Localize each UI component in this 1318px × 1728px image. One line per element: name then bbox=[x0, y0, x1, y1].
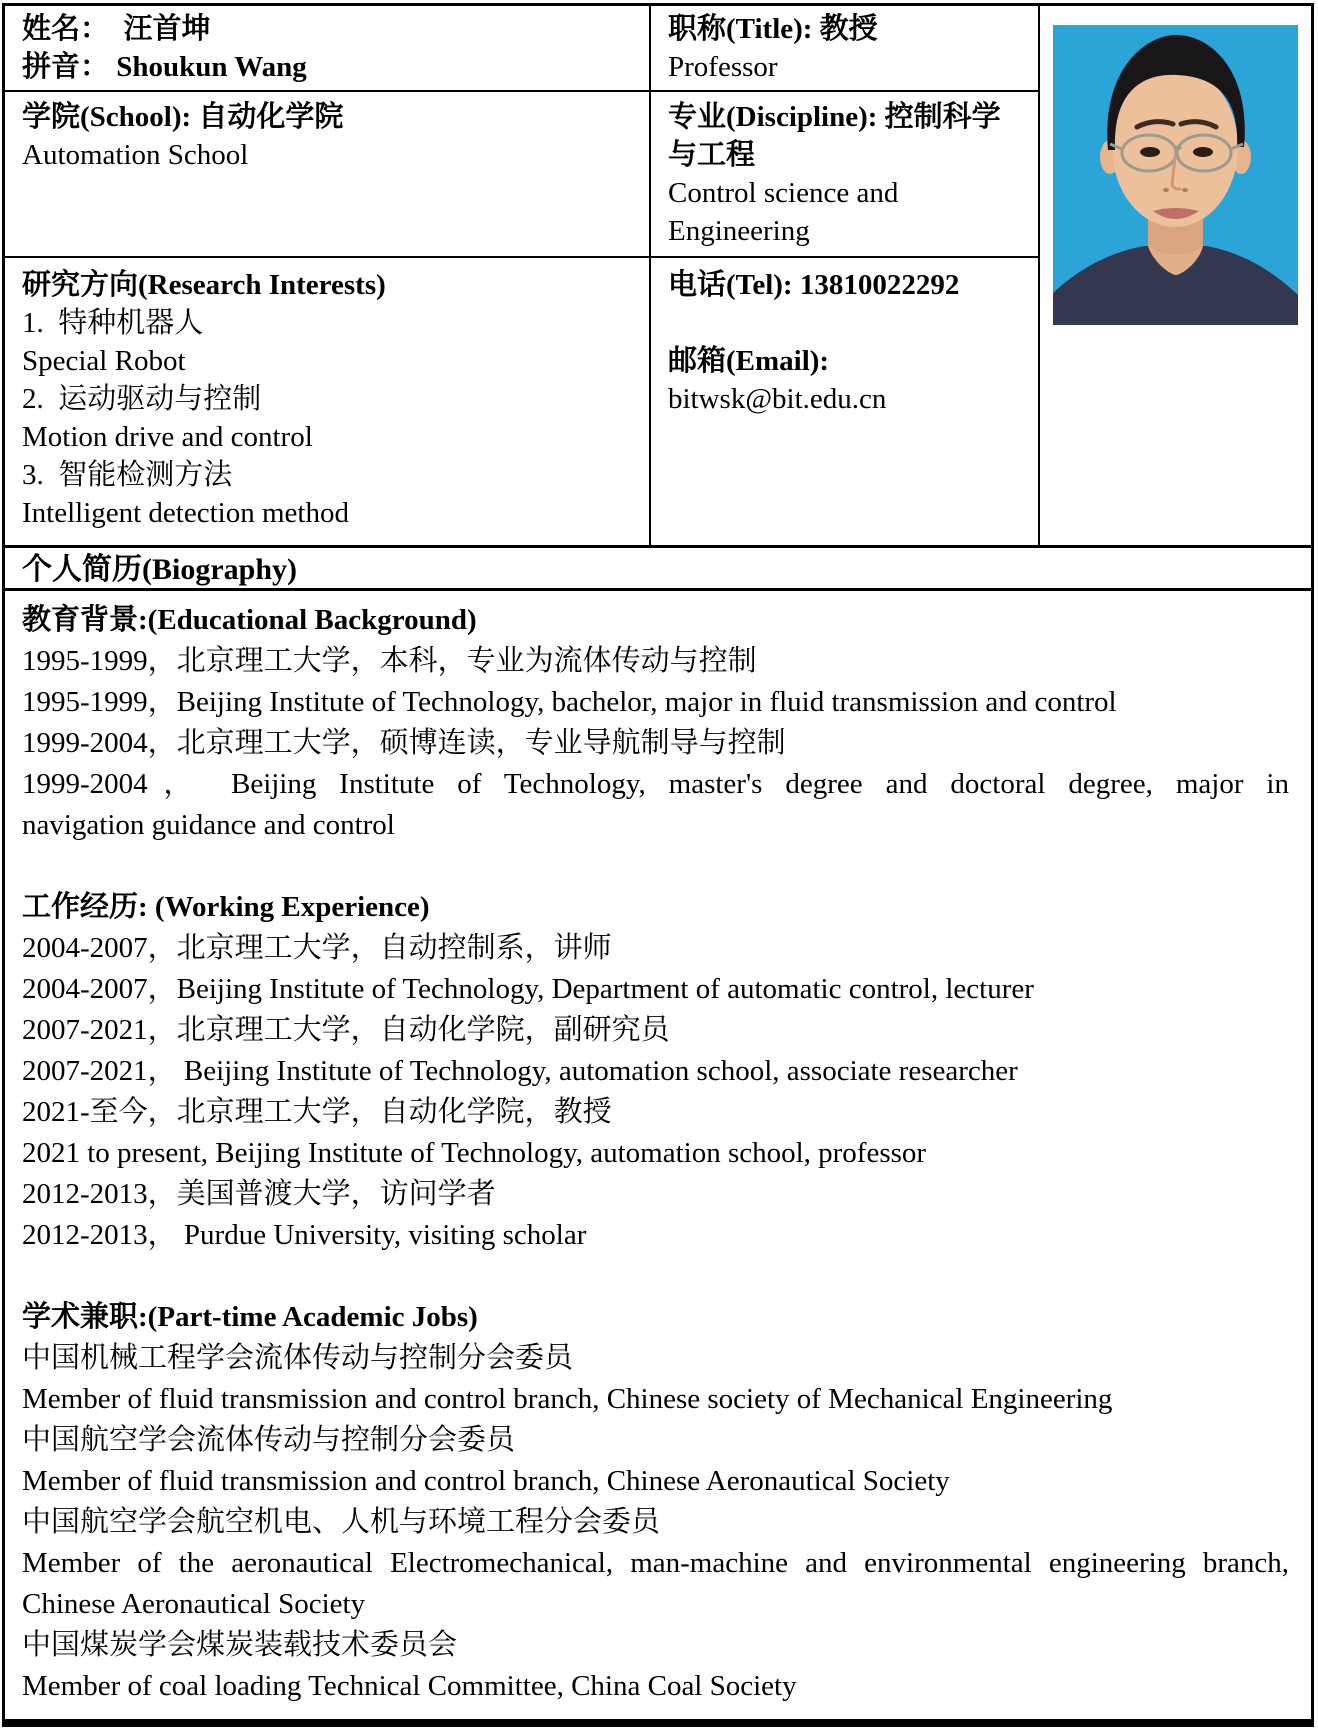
biography-line: 中国航空学会航空机电、人机与环境工程分会委员 bbox=[22, 1506, 661, 1538]
contact-cell bbox=[651, 258, 1040, 545]
research-line: Motion drive and control bbox=[22, 421, 313, 453]
portrait-eye-left bbox=[1140, 147, 1160, 157]
research-list bbox=[22, 304, 635, 532]
biography-line: 1999-2004，北京理工大学，硕博连读，专业导航制导与控制 bbox=[22, 727, 786, 759]
biography-line: 2012-2013，美国普渡大学，访问学者 bbox=[22, 1178, 496, 1210]
biography-line: 2021-至今，北京理工大学，自动化学院，教授 bbox=[22, 1096, 612, 1128]
biography-line: Chinese Aeronautical Society bbox=[22, 1588, 366, 1620]
research-line: 1. 特种机器人 bbox=[22, 307, 204, 339]
biography-line: 学术兼职:(Part-time Academic Jobs) bbox=[22, 1301, 478, 1333]
email-label: 邮箱(Email): bbox=[668, 345, 830, 377]
contact-spacer bbox=[668, 304, 1024, 342]
research-interests-cell bbox=[5, 258, 651, 545]
tel-line: 电话(Tel): 13810022292 bbox=[668, 269, 960, 301]
school-line-en: Automation School bbox=[22, 139, 249, 171]
pinyin-line: 拼音： Shoukun Wang bbox=[22, 51, 307, 83]
biography-line: 教育背景:(Educational Background) bbox=[22, 604, 477, 636]
biography-line: navigation guidance and control bbox=[22, 809, 395, 841]
portrait-nostril-left bbox=[1163, 188, 1169, 192]
biography-line: 1995-1999，Beijing Institute of Technology, bachelor, major in fluid transmission and control bbox=[22, 686, 1117, 718]
biography-line: 中国煤炭学会煤炭装载技术委员会 bbox=[22, 1629, 458, 1661]
school-line-cn: 学院(School): 自动化学院 bbox=[22, 101, 344, 133]
research-line: Intelligent detection method bbox=[22, 497, 349, 529]
biography-line: 工作经历: (Working Experience) bbox=[22, 891, 430, 923]
research-line: 3. 智能检测方法 bbox=[22, 459, 233, 491]
portrait-nostril-right bbox=[1182, 188, 1188, 192]
research-line: Special Robot bbox=[22, 345, 186, 377]
biography-line: 1999-2004， Beijing Institute of Technology, master's degree and doctoral degree, major in bbox=[22, 768, 1289, 800]
biography-line: 中国机械工程学会流体传动与控制分会委员 bbox=[22, 1342, 574, 1374]
title-line-en: Professor bbox=[668, 51, 778, 83]
biography-line: 2004-2007，北京理工大学，自动控制系，讲师 bbox=[22, 932, 612, 964]
biography-line: Member of fluid transmission and control branch, Chinese Aeronautical Society bbox=[22, 1465, 950, 1497]
biography-line bbox=[22, 846, 1289, 887]
portrait-eye-right bbox=[1193, 147, 1213, 157]
portrait-photo bbox=[1053, 25, 1298, 325]
biography-line bbox=[22, 1256, 1289, 1297]
biography-content bbox=[5, 591, 1311, 1707]
biography-line: 2021 to present, Beijing Institute of Technology, automation school, professor bbox=[22, 1137, 927, 1169]
discipline-cell bbox=[651, 92, 1040, 258]
profile-table bbox=[2, 3, 1314, 1727]
name-cell bbox=[5, 6, 651, 92]
biography-heading: 个人简历(Biography) bbox=[5, 545, 1311, 591]
name-line: 姓名： 汪首坤 bbox=[22, 13, 211, 45]
email-value: bitwsk@bit.edu.cn bbox=[668, 383, 887, 415]
title-cell bbox=[651, 6, 1040, 92]
biography-line: 2007-2021， Beijing Institute of Technology, automation school, associate researcher bbox=[22, 1055, 1018, 1087]
biography-line: 中国航空学会流体传动与控制分会委员 bbox=[22, 1424, 516, 1456]
biography-line: Member of fluid transmission and control branch, Chinese society of Mechanical Engineering bbox=[22, 1383, 1113, 1415]
biography-line: Member of the aeronautical Electromechanical, man-machine and environmental engineering branch, bbox=[22, 1547, 1289, 1579]
biography-line: Member of coal loading Technical Committee, China Coal Society bbox=[22, 1670, 797, 1702]
biography-line: 2007-2021，北京理工大学，自动化学院，副研究员 bbox=[22, 1014, 670, 1046]
title-line-cn: 职称(Title): 教授 bbox=[668, 13, 878, 45]
school-cell bbox=[5, 92, 651, 258]
biography-line: 2012-2013， Purdue University, visiting scholar bbox=[22, 1219, 587, 1251]
header-table bbox=[5, 6, 1311, 545]
discipline-line-en: Control science and Engineering bbox=[668, 177, 906, 247]
research-heading: 研究方向(Research Interests) bbox=[22, 269, 386, 301]
biography-line: 1995-1999，北京理工大学，本科，专业为流体传动与控制 bbox=[22, 645, 757, 677]
discipline-line-cn: 专业(Discipline): 控制科学与工程 bbox=[668, 101, 1001, 171]
photo-cell bbox=[1040, 6, 1311, 545]
biography-line: 2004-2007，Beijing Institute of Technology, Department of automatic control, lecturer bbox=[22, 973, 1034, 1005]
research-line: 2. 运动驱动与控制 bbox=[22, 383, 262, 415]
